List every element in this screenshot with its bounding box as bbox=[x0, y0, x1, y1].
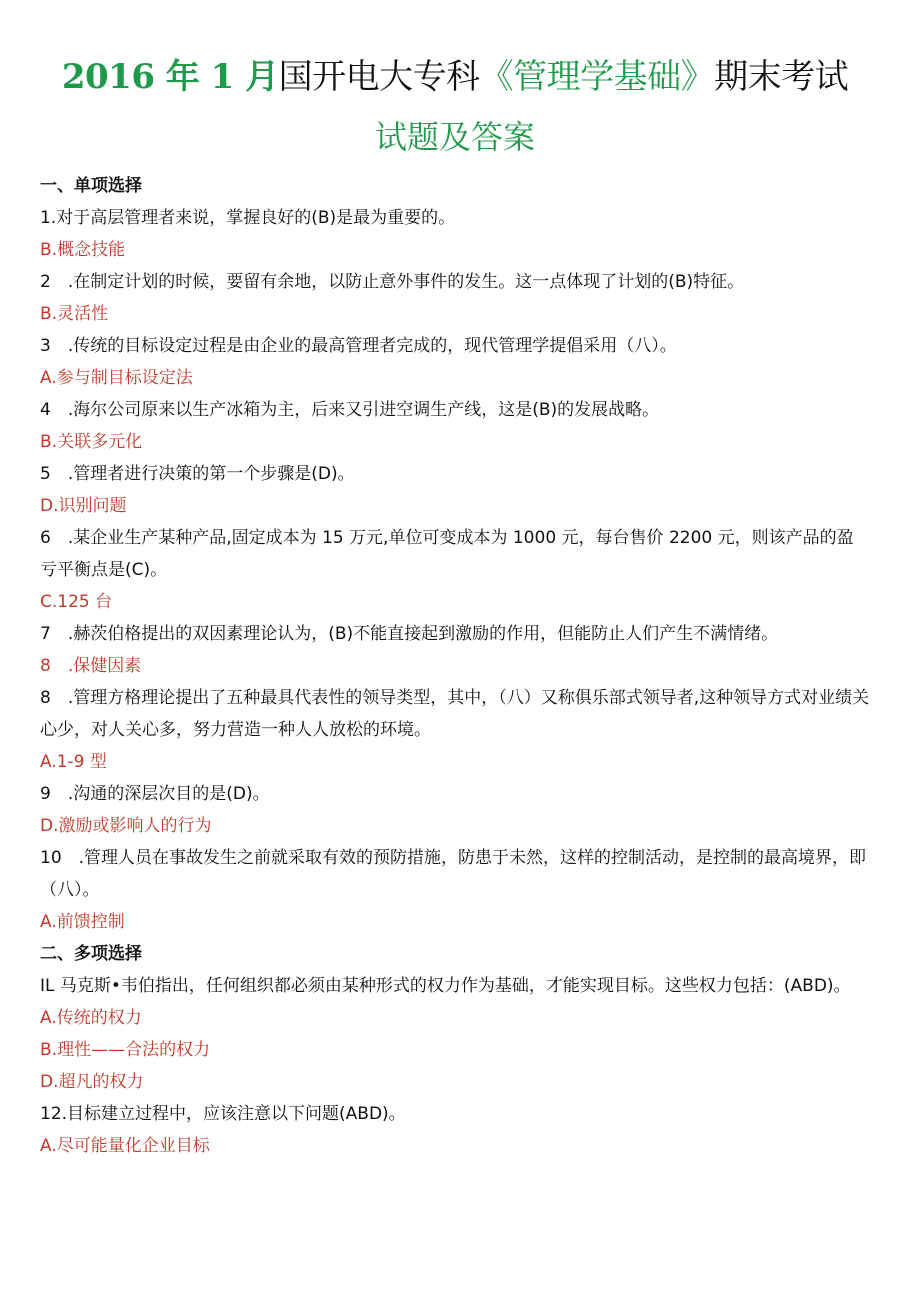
answer-5: D.识别问题 bbox=[40, 496, 127, 516]
answer-7: 8 .保健因素 bbox=[40, 656, 142, 676]
question-7: 7 .赫茨伯格提出的双因素理论认为，(B)不能直接起到激励的作用，但能防止人们产生不满情绪。 bbox=[40, 624, 779, 644]
question-1: 1.对于高层管理者来说，掌握良好的(B)是最为重要的。 bbox=[40, 208, 456, 228]
answer-4: B.关联多元化 bbox=[40, 432, 143, 452]
title-date: 2016 年 1 月 bbox=[61, 57, 279, 97]
answer-11-a: A.传统的权力 bbox=[40, 1008, 142, 1028]
answer-9: D.激励或影响人的行为 bbox=[40, 816, 212, 836]
answer-3: A.参与制目标设定法 bbox=[40, 368, 193, 388]
question-5: 5 .管理者进行决策的第一个步骤是(D)。 bbox=[40, 464, 355, 484]
title-school: 国开电大专科 bbox=[278, 57, 480, 97]
answer-8: A.1-9 型 bbox=[40, 752, 107, 772]
question-4: 4 .海尔公司原来以生产冰箱为主，后来又引进空调生产线，这是(B)的发展战略。 bbox=[40, 400, 660, 420]
answer-10: A.前馈控制 bbox=[40, 912, 125, 932]
section-heading-multiple-choice: 二、多项选择 bbox=[40, 944, 142, 964]
question-2: 2 .在制定计划的时候，要留有余地，以防止意外事件的发生。这一点体现了计划的(B)特征。 bbox=[40, 272, 745, 292]
answer-1: B.概念技能 bbox=[40, 240, 126, 260]
document-page bbox=[40, 0, 870, 1162]
question-10: 10 .管理人员在事故发生之前就采取有效的预防措施，防患于未然，这样的控制活动，是控制的最高境界，即（八）。 bbox=[40, 848, 867, 900]
answer-11-d: D.超凡的权力 bbox=[40, 1072, 144, 1092]
title-exam: 期末考试 bbox=[714, 57, 849, 97]
section-heading-single-choice: 一、单项选择 bbox=[40, 176, 142, 196]
answer-11-b: B.理性——合法的权力 bbox=[40, 1040, 211, 1060]
title-course: 《管理学基础》 bbox=[479, 57, 715, 97]
question-8: 8 .管理方格理论提出了五种最具代表性的领导类型，其中，（八）又称俱乐部式领导者,这种领导方式对业绩关心少，对人关心多，努力营造一种人人放松的环境。 bbox=[40, 688, 870, 740]
answer-6: C.125 台 bbox=[40, 592, 113, 612]
document-subtitle: 试题及答案 bbox=[374, 118, 535, 156]
question-3: 3 .传统的目标设定过程是由企业的最高管理者完成的，现代管理学提倡采用（八）。 bbox=[40, 336, 677, 356]
answer-2: B.灵活性 bbox=[40, 304, 109, 324]
answer-12-a: A.尽可能量化企业目标 bbox=[40, 1136, 210, 1156]
question-11: IL 马克斯•韦伯指出，任何组织都必须由某种形式的权力作为基础，才能实现目标。这些权力包括：(ABD)。 bbox=[40, 976, 851, 996]
document-title bbox=[40, 54, 870, 100]
question-12: 12.目标建立过程中，应该注意以下问题(ABD)。 bbox=[40, 1104, 406, 1124]
question-6: 6 .某企业生产某种产品,固定成本为 15 万元,单位可变成本为 1000 元，每台售价 2200 元，则该产品的盈亏平衡点是(C)。 bbox=[40, 528, 854, 580]
question-9: 9 .沟通的深层次目的是(D)。 bbox=[40, 784, 270, 804]
